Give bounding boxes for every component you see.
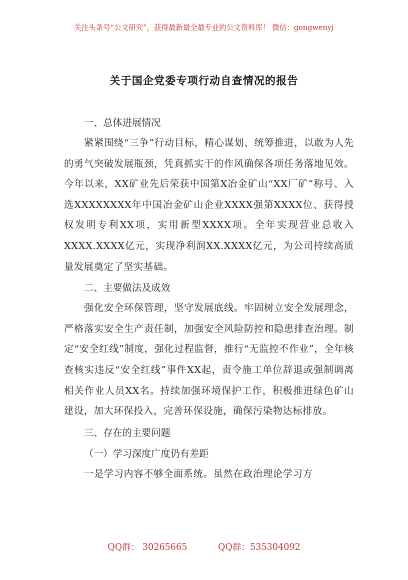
footer-qq-group-2: QQ群：535304092: [218, 543, 301, 553]
document-body: [64, 113, 354, 485]
section-paragraph-practices: 强化安全环保管理，坚守发展底线。牢固树立安全发展理念，严格落实安全生产责任制，加强安全风险防控和隐患排查治理。制定“安全红线”制度，强化过程监督，推行“无监控不作业”，全年核查核实违反“安全红线”事件XX起，责令施工单位辞退或强制调离相关作业人员XX名。持续加强环境保护工作，积极推进绿色矿山建设，加大环保投入，完善环保设施，确保污染物达标排放。: [64, 303, 354, 418]
footer-qq-group-1: QQ群： 30265665: [107, 543, 188, 553]
page-title: 关于国企党委专项行动自查情况的报告: [109, 75, 299, 87]
header-banner: 关注头条号“公文研究”，获得最新最全最专业的公文资料库！ 微信：gongwenyj: [74, 23, 334, 32]
section-heading-practices: 二、主要做法及成效: [84, 283, 171, 295]
section-paragraph-study: 一是学习内容不够全面系统。虽然在政治理论学习方: [84, 468, 313, 480]
section-paragraph-overview: 紧紧围绕“三争”行动目标，精心谋划、统筹推进，以敢为人先的勇气突破发展瓶颈，凭真抓实干的作风确保各项任务落地见效。今年以来，XX矿业先后荣获中国第X冶金矿山“XX厂矿”称号、入选XXXXXXXX年中国冶金矿山企业XXXX强第XXXX位、获得授权发明专利XX项，实用新型XXXX项。全年实现营业总收入XXXX.XXXX亿元，实现净利润XX.XXXX亿元，为公司持续高质量发展奠定了坚实基础。: [64, 138, 354, 273]
footer-contact: [0, 540, 408, 553]
section-heading-problems: 三、存在的主要问题: [84, 427, 171, 439]
subsection-heading-study: （一）学习深度广度仍有差距: [84, 448, 209, 460]
section-heading-overview: 一、总体进展情况: [84, 118, 161, 129]
